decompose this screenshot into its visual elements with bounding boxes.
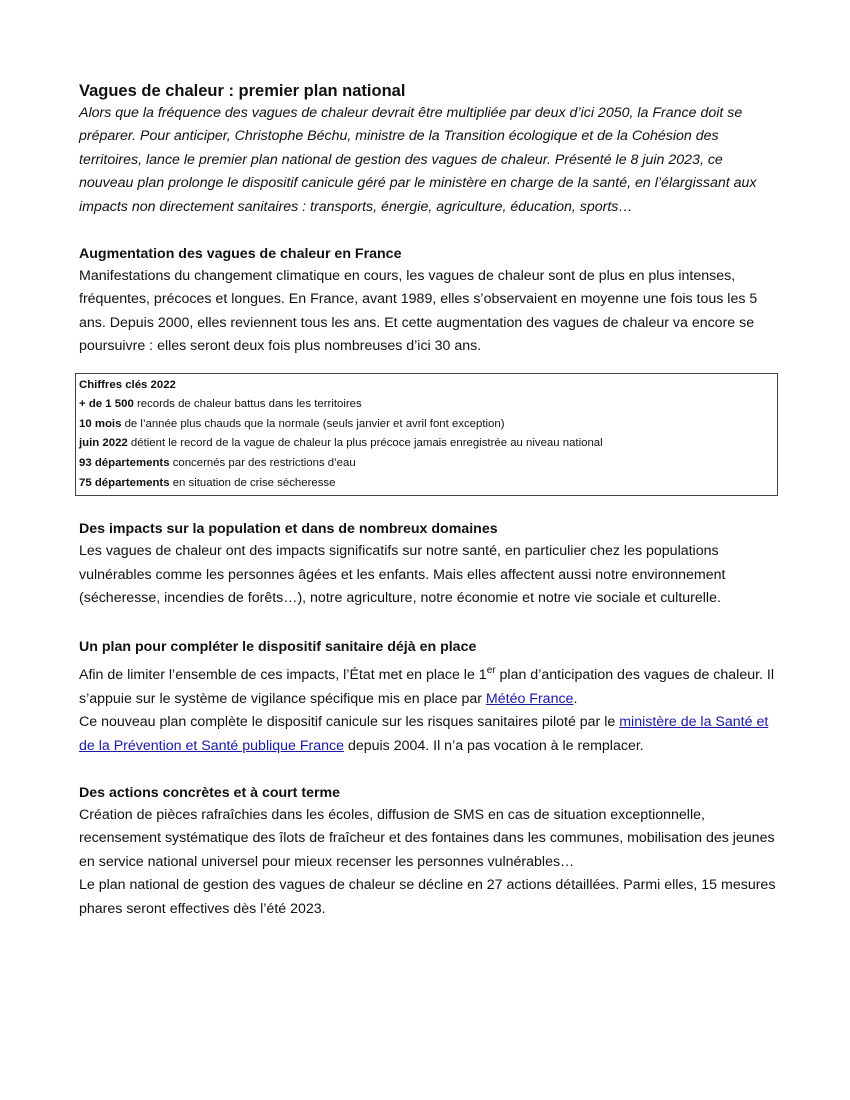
- page-title: Vagues de chaleur : premier plan national: [79, 82, 406, 100]
- intro-paragraph: Alors que la fréquence des vagues de chaleur devrait être multipliée par deux d’ici 2050, la France doit se préparer. Pour anticiper, Christophe Béchu, ministre de la Transition écologique et de la Cohésion des territoires, lance le premier plan national de gestion des vagues de chaleur. Présenté le 8 juin 2023, ce nouveau plan prolonge le dispositif canicule géré par le ministère en charge de la santé, en l’élargissant aux impacts non directement sanitaires : transports, énergie, agriculture, éducation, sports…: [79, 105, 757, 215]
- key-figure-item: 75 départements en situation de crise sécheresse: [79, 476, 336, 489]
- key-figure-item: 10 mois de l’année plus chauds que la normale (seuls janvier et avril font exception): [79, 417, 505, 430]
- section-heading-actions: Des actions concrètes et à court terme: [79, 785, 340, 802]
- section-body-impacts: Les vagues de chaleur ont des impacts significatifs sur notre santé, en particulier chez les populations vulnérables comme les personnes âgées et les enfants. Mais elles affectent aussi notre environnement (sécheresse, incendies de forêts…), notre agriculture, notre économie et notre vie sociale et culturelle.: [79, 543, 726, 607]
- section-body-actions-p1: Création de pièces rafraîchies dans les écoles, diffusion de SMS en cas de situation exceptionnelle, recensement systématique des îlots de fraîcheur et des fontaines dans les communes, mobilisation des jeunes en service national universel pour mieux recenser les personnes vulnérables…: [79, 807, 775, 870]
- key-figure-item: juin 2022 détient le record de la vague de chaleur la plus précoce jamais enregistrée au niveau national: [79, 437, 603, 450]
- section-body-plan-p1: Afin de limiter l’ensemble de ces impacts, l’État met en place le 1er plan d’anticipation des vagues de chaleur. Il s’appuie sur le système de vigilance spécifique mis en place par Météo France.: [79, 665, 775, 707]
- section-heading-plan: Un plan pour compléter le dispositif sanitaire déjà en place: [79, 639, 477, 656]
- section-body-actions-p2: Le plan national de gestion des vagues de chaleur se décline en 27 actions détaillées. Parmi elles, 15 mesures phares seront effectives dès l’été 2023.: [79, 877, 776, 917]
- section-body-augmentation: Manifestations du changement climatique en cours, les vagues de chaleur sont de plus en plus intenses, fréquentes, précoces et longues. En France, avant 1989, elles s’observaient en moyenne une fois tous les 5 ans. Depuis 2000, elles reviennent tous les ans. Et cette augmentation des vagues de chaleur va encore se poursuivre : elles seront deux fois plus nombreuses d’ici 30 ans.: [79, 268, 758, 355]
- key-figures-heading: Chiffres clés 2022: [79, 378, 176, 391]
- section-heading-impacts: Des impacts sur la population et dans de nombreux domaines: [79, 521, 498, 538]
- key-figure-item: + de 1 500 records de chaleur battus dans les territoires: [79, 398, 362, 411]
- section-body-plan-p2: Ce nouveau plan complète le dispositif canicule sur les risques sanitaires piloté par le ministère de la Santé et de la Prévention et Santé publique France depuis 2004. Il n’a pas vocation à le remplacer.: [79, 714, 769, 754]
- key-figures-box: [75, 373, 778, 497]
- meteo-france-link[interactable]: Météo France: [485, 690, 574, 707]
- key-figure-item: 93 départements concernés par des restrictions d’eau: [79, 457, 356, 470]
- ministere-sante-link[interactable]: ministère de la Santé et de la Prévention et Santé publique France: [79, 714, 769, 754]
- document-page: [79, 80, 779, 921]
- section-heading-augmentation: Augmentation des vagues de chaleur en France: [79, 246, 402, 263]
